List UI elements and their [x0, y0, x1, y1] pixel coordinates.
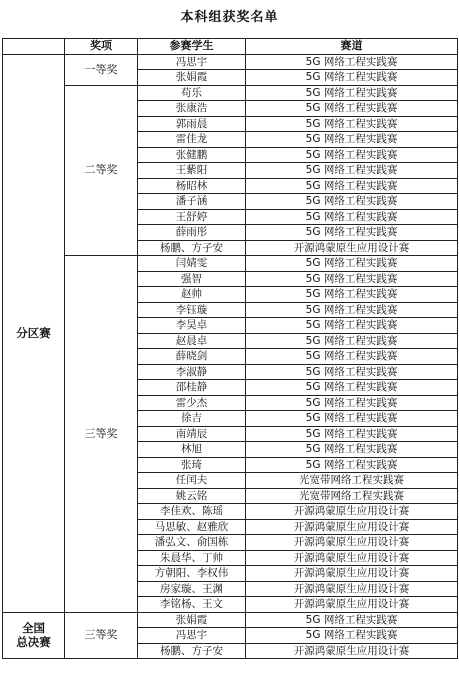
- students-cell: 强智: [138, 271, 246, 287]
- header-row: [3, 39, 458, 55]
- students-cell: 雷少杰: [138, 395, 246, 411]
- track-cell: 5G 网络工程实践赛: [246, 209, 458, 225]
- students-cell: 冯思宇: [138, 628, 246, 644]
- students-cell: 杨鹏、方子安: [138, 643, 246, 659]
- track-cell: 5G 网络工程实践赛: [246, 380, 458, 396]
- track-cell: 光宽带网络工程实践赛: [246, 488, 458, 504]
- track-cell: 开源鸿蒙原生应用设计赛: [246, 550, 458, 566]
- track-cell: 5G 网络工程实践赛: [246, 287, 458, 303]
- track-cell: 5G 网络工程实践赛: [246, 395, 458, 411]
- award-table-body: [3, 54, 458, 659]
- track-cell: 开源鸿蒙原生应用设计赛: [246, 581, 458, 597]
- header-track: 赛道: [246, 39, 458, 55]
- students-cell: 林旭: [138, 442, 246, 458]
- students-cell: 方朝阳、李权伟: [138, 566, 246, 582]
- track-cell: 5G 网络工程实践赛: [246, 364, 458, 380]
- track-cell: 5G 网络工程实践赛: [246, 628, 458, 644]
- track-cell: 5G 网络工程实践赛: [246, 54, 458, 70]
- track-cell: 5G 网络工程实践赛: [246, 333, 458, 349]
- students-cell: 潘子涵: [138, 194, 246, 210]
- students-cell: 苟乐: [138, 85, 246, 101]
- students-cell: 杨鹏、方子安: [138, 240, 246, 256]
- track-cell: 光宽带网络工程实践赛: [246, 473, 458, 489]
- track-cell: 5G 网络工程实践赛: [246, 132, 458, 148]
- track-cell: 5G 网络工程实践赛: [246, 349, 458, 365]
- table-row: [3, 85, 458, 101]
- track-cell: 开源鸿蒙原生应用设计赛: [246, 535, 458, 551]
- table-row: [3, 612, 458, 628]
- track-cell: 5G 网络工程实践赛: [246, 256, 458, 272]
- students-cell: 赵晨卓: [138, 333, 246, 349]
- award-cell: 三等奖: [65, 256, 138, 613]
- students-cell: 南靖辰: [138, 426, 246, 442]
- students-cell: 王紫阳: [138, 163, 246, 179]
- students-cell: 雷佳龙: [138, 132, 246, 148]
- track-cell: 5G 网络工程实践赛: [246, 178, 458, 194]
- award-cell: 二等奖: [65, 85, 138, 256]
- track-cell: 开源鸿蒙原生应用设计赛: [246, 504, 458, 520]
- page-title: 本科组获奖名单: [180, 10, 279, 25]
- table-row: [3, 256, 458, 272]
- track-cell: 开源鸿蒙原生应用设计赛: [246, 597, 458, 613]
- students-cell: 徐吉: [138, 411, 246, 427]
- track-cell: 开源鸿蒙原生应用设计赛: [246, 519, 458, 535]
- students-cell: 李铭杨、王文: [138, 597, 246, 613]
- award-cell: 一等奖: [65, 54, 138, 85]
- header-students: 参赛学生: [138, 39, 246, 55]
- track-cell: 5G 网络工程实践赛: [246, 101, 458, 117]
- students-cell: 姚云铭: [138, 488, 246, 504]
- stage-cell: 全国 总决赛: [3, 612, 65, 659]
- track-cell: 5G 网络工程实践赛: [246, 271, 458, 287]
- header-award: 奖项: [65, 39, 138, 55]
- header-stage: [3, 39, 65, 55]
- track-cell: 5G 网络工程实践赛: [246, 411, 458, 427]
- award-table: [2, 38, 458, 659]
- track-cell: 5G 网络工程实践赛: [246, 457, 458, 473]
- track-cell: 5G 网络工程实践赛: [246, 302, 458, 318]
- students-cell: 马思敏、赵雅欣: [138, 519, 246, 535]
- track-cell: 5G 网络工程实践赛: [246, 612, 458, 628]
- students-cell: 李昊卓: [138, 318, 246, 334]
- students-cell: 闫婧雯: [138, 256, 246, 272]
- students-cell: 张健鹏: [138, 147, 246, 163]
- track-cell: 5G 网络工程实践赛: [246, 147, 458, 163]
- students-cell: 张娟霞: [138, 612, 246, 628]
- students-cell: 李淑静: [138, 364, 246, 380]
- track-cell: 开源鸿蒙原生应用设计赛: [246, 240, 458, 256]
- students-cell: 任闰夫: [138, 473, 246, 489]
- track-cell: 5G 网络工程实践赛: [246, 426, 458, 442]
- track-cell: 5G 网络工程实践赛: [246, 318, 458, 334]
- track-cell: 开源鸿蒙原生应用设计赛: [246, 643, 458, 659]
- track-cell: 5G 网络工程实践赛: [246, 194, 458, 210]
- students-cell: 张康浩: [138, 101, 246, 117]
- students-cell: 张琦: [138, 457, 246, 473]
- table-row: [3, 54, 458, 70]
- award-cell: 三等奖: [65, 612, 138, 659]
- students-cell: 杨昭林: [138, 178, 246, 194]
- students-cell: 张娟霞: [138, 70, 246, 86]
- students-cell: 薛雨彤: [138, 225, 246, 241]
- students-cell: 郭雨晨: [138, 116, 246, 132]
- students-cell: 潘弘文、俞国栋: [138, 535, 246, 551]
- students-cell: 王舒婷: [138, 209, 246, 225]
- track-cell: 5G 网络工程实践赛: [246, 442, 458, 458]
- track-cell: 5G 网络工程实践赛: [246, 163, 458, 179]
- track-cell: 5G 网络工程实践赛: [246, 116, 458, 132]
- track-cell: 开源鸿蒙原生应用设计赛: [246, 566, 458, 582]
- track-cell: 5G 网络工程实践赛: [246, 70, 458, 86]
- track-cell: 5G 网络工程实践赛: [246, 85, 458, 101]
- students-cell: 邵桂静: [138, 380, 246, 396]
- students-cell: 赵帅: [138, 287, 246, 303]
- track-cell: 5G 网络工程实践赛: [246, 225, 458, 241]
- students-cell: 薛晓剑: [138, 349, 246, 365]
- students-cell: 李佳欢、陈瑶: [138, 504, 246, 520]
- students-cell: 冯思宇: [138, 54, 246, 70]
- students-cell: 李钰璇: [138, 302, 246, 318]
- stage-cell: 分区赛: [3, 54, 65, 612]
- students-cell: 朱晨华、丁帅: [138, 550, 246, 566]
- students-cell: 房家璇、王渊: [138, 581, 246, 597]
